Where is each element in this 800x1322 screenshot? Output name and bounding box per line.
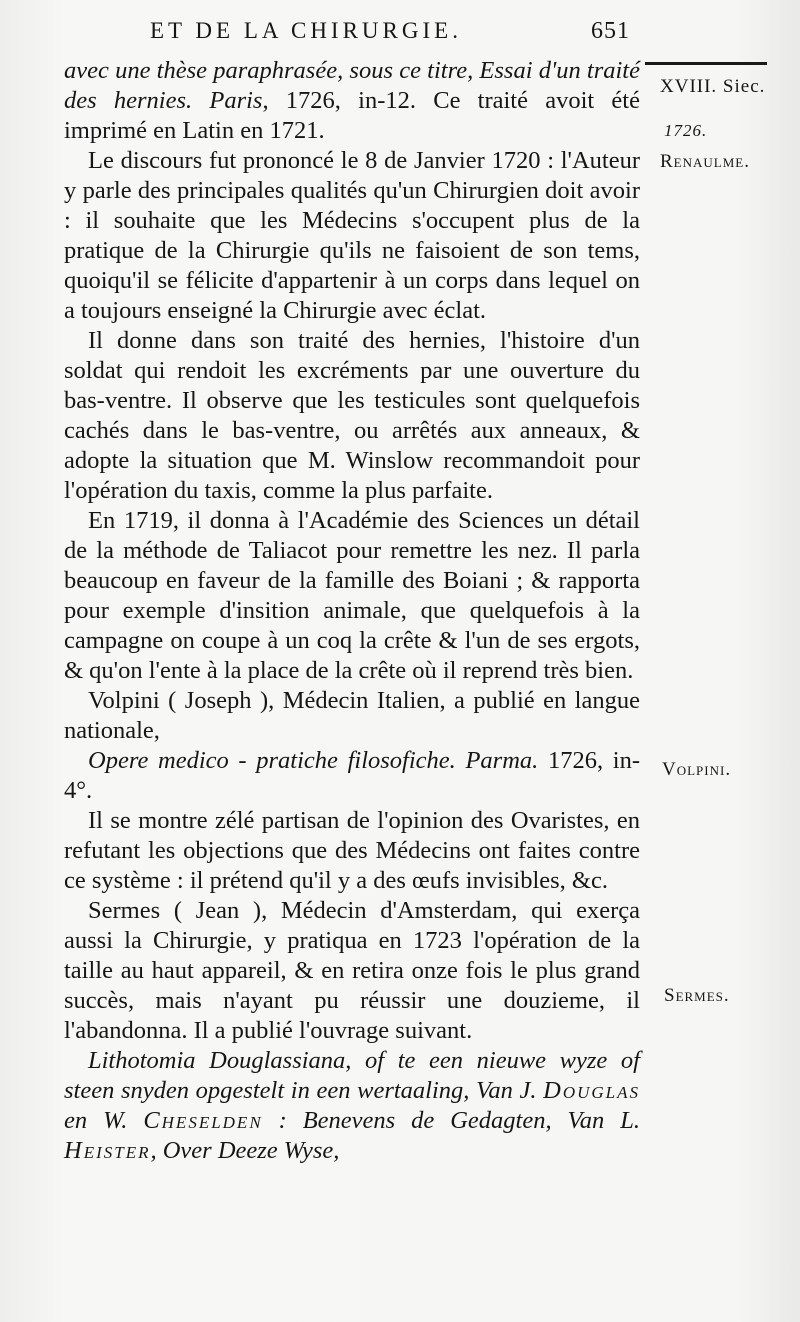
margin-year: 1726. (664, 121, 708, 140)
paragraph-1-text: , 1726, in-12. Ce traité avoit été imprimé en Latin en 1721. (64, 87, 640, 144)
paragraph-1-title: avec une thèse paraphrasée, sous ce titre, Essai d'un traité des hernies. Paris (64, 57, 640, 114)
author-name-douglas: Douglas (543, 1077, 640, 1104)
margin-author-renaulme: Renaulme. (660, 151, 750, 172)
book-imprint-volpini: 1726, in-4°. (64, 747, 640, 804)
book-title-sermes-3: : Benevens de Gedagten, Van L. (278, 1107, 640, 1134)
paragraph-3: Il donne dans son traité des hernies, l'histoire d'un soldat qui rendoit les excréments par une ouverture du bas-ventre. Il observe que les testicules sont quelquefois cachés dans le bas-ventre, ou arrêtés aux anneaux, & adopte la situation que M. Winslow recommandoit pour l'opération du taxis, comme la plus parfaite. (64, 327, 640, 504)
margin-author-sermes: Sermes. (664, 985, 730, 1006)
paragraph-6 (64, 746, 640, 806)
margin-rule (645, 62, 767, 65)
book-title-volpini: Opere medico - pratiche filosofiche. Parma. (88, 747, 539, 774)
paragraph-4: En 1719, il donna à l'Académie des Sciences un détail de la méthode de Taliacot pour remettre les nez. Il parla beaucoup en faveur de la famille des Boiani ; & rapporta pour exemple d'insition animale, que quelquefois à la campagne on coupe à un coq la crête & l'un de ses ergots, & qu'on l'ente à la place de la crête où il reprend très bien. (64, 507, 640, 684)
book-title-sermes: Lithotomia Douglassiana, of te een nieuwe wyze of steen snyden opgestelt in een wertaaling, Van J. (64, 1047, 640, 1104)
margin-author-volpini: Volpini. (662, 759, 732, 780)
author-name-heister: Heister (64, 1137, 151, 1164)
running-title: ET DE LA CHIRURGIE. (150, 18, 462, 43)
margin-century: XVIII. Siec. (660, 76, 766, 97)
paragraph-9 (64, 1046, 640, 1166)
author-name-cheselden: Cheselden (143, 1107, 263, 1134)
paragraph-2: Le discours fut prononcé le 8 de Janvier 1720 : l'Auteur y parle des principales qualités qu'un Chirurgien doit avoir : il souhaite que les Médecins s'occupent plus de la pratique de la Chirurgie qu'ils ne faisoient de son tems, quoiqu'il se félicite d'appartenir à un corps dans lequel on a toujours enseigné la Chirurgie avec éclat. (64, 147, 640, 324)
paragraph-8: Sermes ( Jean ), Médecin d'Amsterdam, qui exerça aussi la Chirurgie, y pratiqua en 1723 l'opération de la taille au haut appareil, & en retira onze fois le plus grand succès, mais n'ayant pu réussir une douzieme, il l'abandonna. Il a publié l'ouvrage suivant. (64, 897, 640, 1044)
book-title-sermes-4: , Over Deeze Wyse, (150, 1137, 340, 1164)
page-number: 651 (591, 18, 630, 44)
body-text (64, 56, 640, 1166)
paragraph-1 (64, 56, 640, 146)
paragraph-5: Volpini ( Joseph ), Médecin Italien, a publié en langue nationale, (64, 687, 640, 744)
paragraph-7: Il se montre zélé partisan de l'opinion des Ovaristes, en refutant les objections que des Médecins ont faites contre ce système : il prétend qu'il y a des œufs invisibles, &c. (64, 807, 640, 894)
book-title-sermes-2: en W. (64, 1107, 128, 1134)
